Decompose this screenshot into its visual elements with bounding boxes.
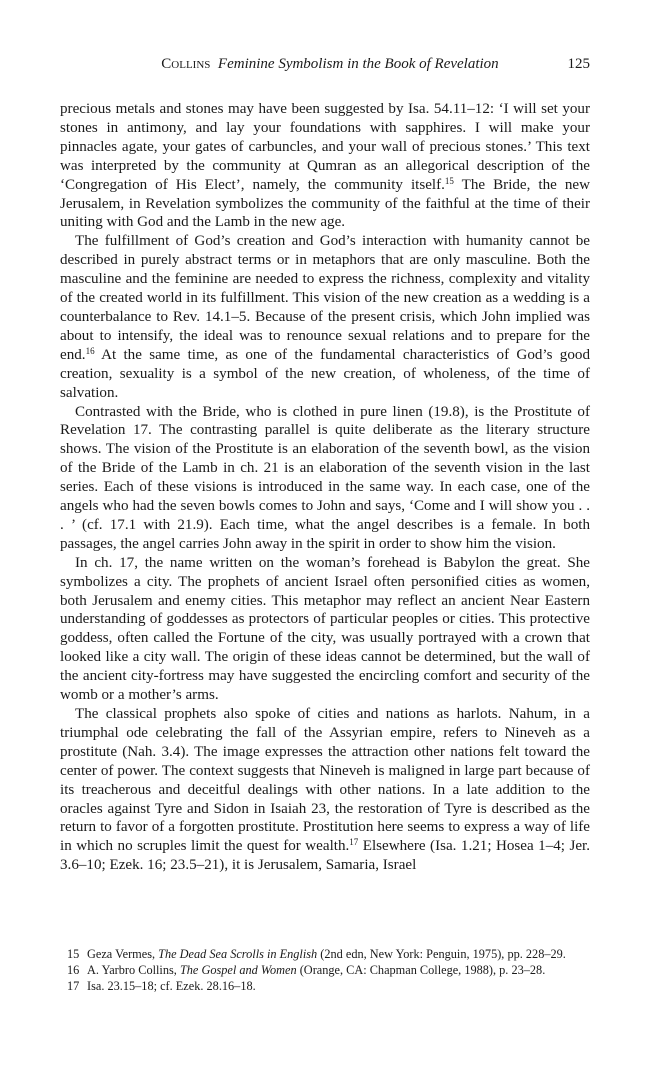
text-run: Elsewhere (Isa. 1.21; Hosea 1–4; Jer. 3.6–10; Ezek. 16; 23.5–21), it is Jerusalem, Samaria, Israel [60, 838, 590, 874]
footnote-reference: 16 [85, 345, 95, 356]
text-run: Contrasted with the Bride, who is clothed in pure linen (19.8), is the Prostitute of Revelation 17. The contrasting parallel is quite deliberate as the literary structure shows. The vision of the Prostitute is an elaboration of the seventh bowl, as the vision of the Bride of the Lamb in ch. 21 is an elaboration of the seventh vision in the last series. Each of these visions is introduced in the same way. In each case, one of the angels who had the seven bowls comes to John and says, ‘Come and I will show you . . . ’ (cf. 17.1 with 21.9). Each time, what the angel describes is a female. In both passages, the angel carries John away in the spirit in order to show him the vision. [60, 403, 590, 552]
text-run: The classical prophets also spoke of cities and nations as harlots. Nahum, in a triumphal ode celebrating the fall of the Assyrian empire, refers to Nineveh as a prostitute (Nah. 3.4). The image expresses the attraction other nations felt toward the center of power. The context suggests that Nineveh is maligned in large part because of its treacherous and deceitful dealings with other nations. In a late addition to the oracles against Tyre and Sidon in Isaiah 23, the restoration of Tyre is described as the return to favor of a forgotten prostitute. Prostitution here seems to express a way of life in which no scruples limit the quest for wealth. [60, 706, 590, 855]
footnote-number: 15 [67, 947, 80, 961]
page-number: 125 [567, 56, 590, 72]
paragraph [60, 100, 590, 232]
footnote-text: Geza Vermes, [87, 947, 159, 961]
footnote-title: The Gospel and Women [179, 963, 297, 978]
text-run: The Bride, the new Jerusalem, in Revelation symbolizes the community of the faithful at the time of their uniting with God and the Lamb in the new age. [60, 176, 590, 231]
header-title: Feminine Symbolism in the Book of Revelation [217, 56, 499, 72]
footnote-number: 16 [67, 963, 80, 978]
text-run: The fulfillment of God’s creation and God’s interaction with humanity cannot be described in purely abstract terms or in metaphors that are only masculine. Both the masculine and the feminine are needed to express the richness, complexity and vitality of the created world in its fulfillment. This vision of the new creation as a wedding is a counterbalance to Rev. 14.1–5. Because of the present crisis, which John implied was about to intensify, the ideal was to renounce sexual relations and to prepare for the end. [60, 233, 590, 363]
footnote [67, 962, 590, 978]
footnote-text: (Orange, CA: Chapman College, 1988), p. 23–28. [296, 963, 546, 978]
footnote-number: 17 [67, 979, 80, 994]
footnote-text: Isa. 23.15–18; cf. Ezek. 28.16–18. [87, 979, 256, 994]
footnote-reference: 17 [349, 837, 359, 848]
footnote [67, 946, 590, 962]
running-title [150, 56, 510, 73]
text-run: In ch. 17, the name written on the woman’s forehead is Babylon the great. She symbolizes a city. The prophets of ancient Israel often personified cities as women, both Jerusalem and enemy cities. This metaphor may reflect an ancient Near Eastern understanding of goddesses as protectors of particular peoples or cities. This protective goddess, often called the Fortune of the city, was usually portrayed with a crown that looked like a city wall. The origin of these ideas cannot be determined, but the wall of the ancient city-fortress may have suggested the encircling comfort and security of the womb or a mother’s arms. [60, 554, 590, 704]
paragraph [60, 554, 590, 705]
paragraph [60, 403, 590, 554]
text-run: precious metals and stones may have been suggested by Isa. 54.11–12: ‘I will set your stones in antimony, and lay your foundations with sapphires. I will make your pinnacles agate, your gates of carbuncles, and your wall of precious stones.’ This text was interpreted by the community at Qumran as an allegorical description of the ‘Congregation of His Elect’, namely, the community itself. [60, 101, 590, 193]
running-header [60, 56, 590, 78]
main-text [60, 100, 590, 875]
footnote-title: The Dead Sea Scrolls in English [158, 947, 318, 961]
footnote [67, 978, 590, 994]
paragraph [60, 232, 590, 402]
header-author: Collins [161, 56, 211, 72]
footnote-reference: 15 [444, 175, 454, 186]
footnotes [67, 946, 590, 995]
paragraph [60, 705, 590, 875]
footnote-text: (2nd edn, New York: Penguin, 1975), pp. 228–29. [317, 947, 566, 961]
footnote-text: A. Yarbro Collins, [87, 963, 180, 978]
text-run: At the same time, as one of the fundamental characteristics of God’s good creation, sexuality is a symbol of the new creation, of wholeness, of the time of salvation. [60, 346, 590, 401]
